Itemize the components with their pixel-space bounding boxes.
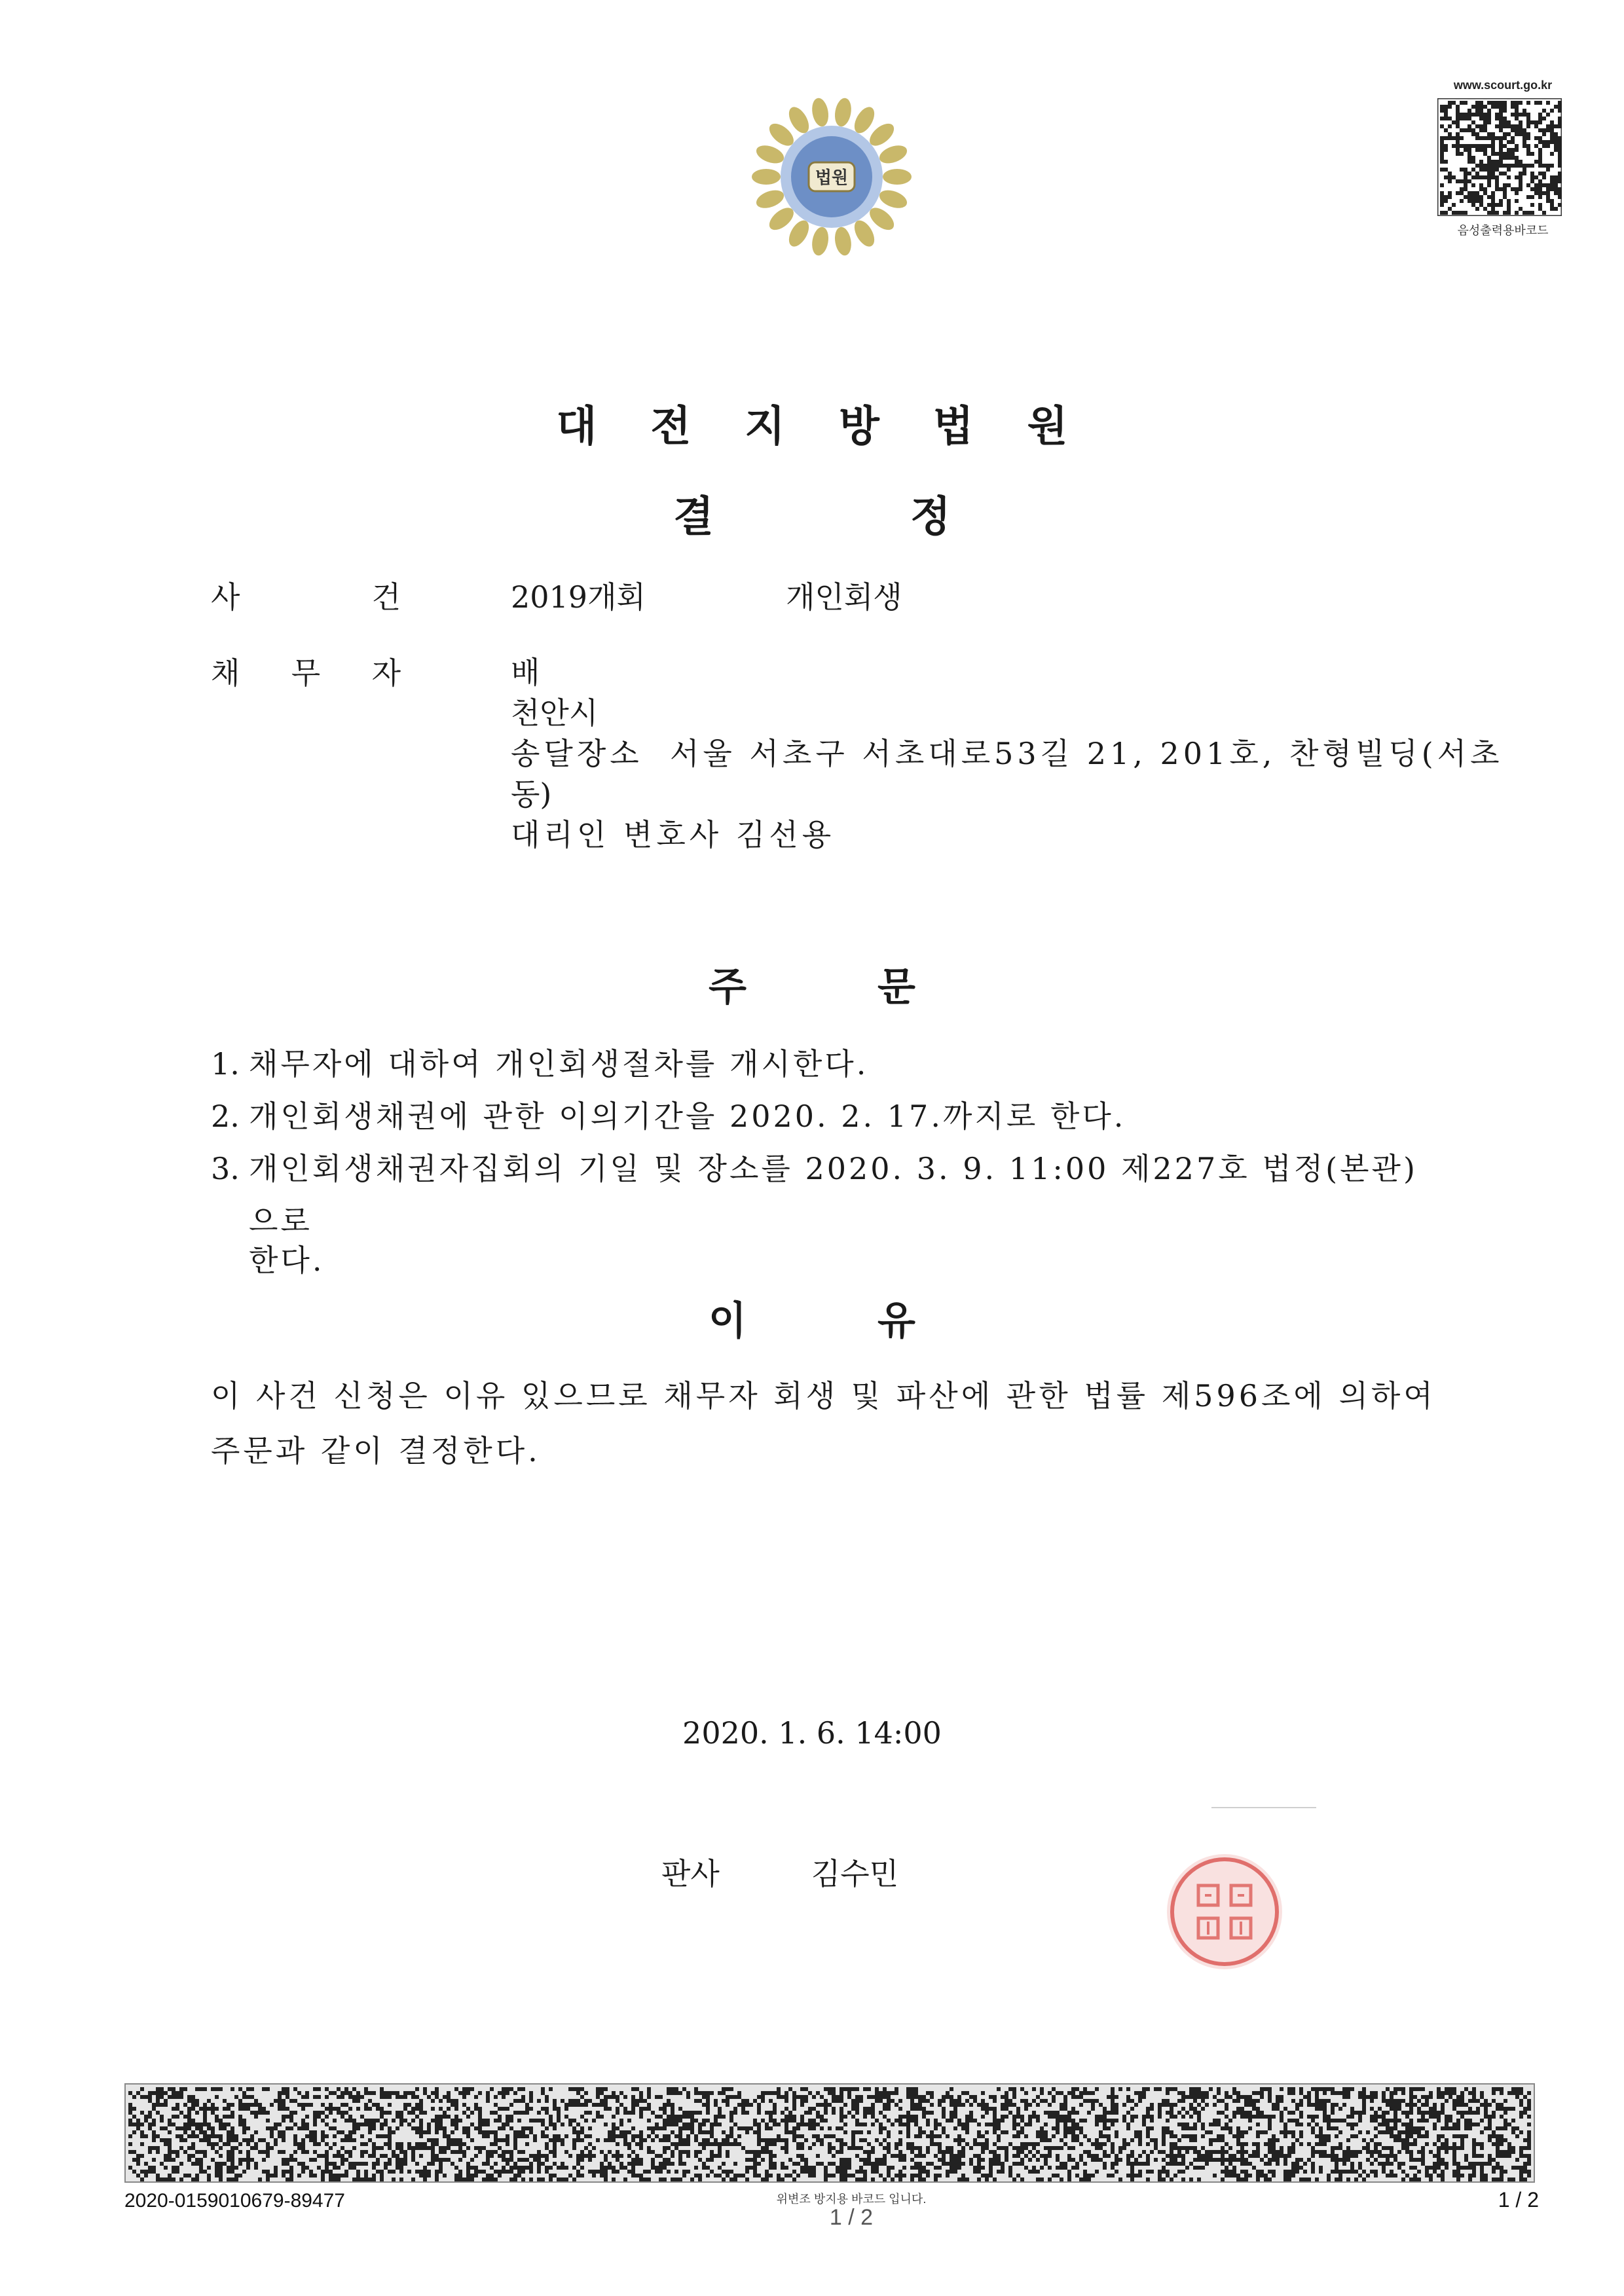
- decision-date: 2020. 1. 6. 14:00: [682, 1715, 942, 1751]
- emblem-petal: [810, 97, 830, 128]
- reason-line: 주문과 같이 결정한다.: [211, 1433, 541, 1468]
- order-item-continuation: 한다.: [249, 1243, 325, 1278]
- judge-signature-line: [661, 1853, 898, 1895]
- order-item-text: 채무자에 대하여 개인회생절차를 개시한다.: [249, 1046, 869, 1082]
- debtor-city: 천안시: [511, 695, 599, 731]
- order-item-text: 개인회생채권에 관한 이의기간을 2020. 2. 17.까지로 한다.: [249, 1099, 1126, 1134]
- emblem-petal: [877, 142, 910, 167]
- order-item: [211, 1142, 1442, 1247]
- order-item-text: 개인회생채권자집회의 기일 및 장소를 2020. 3. 9. 11:00 제227호 법정(본관)으로: [249, 1151, 1418, 1239]
- order-heading-char: 문: [877, 964, 915, 1010]
- case-type: 개인회생: [786, 579, 902, 615]
- anti-forgery-barcode: [124, 2083, 1535, 2183]
- debtor-label-char: 채: [211, 655, 240, 691]
- case-label-char: 건: [371, 579, 401, 615]
- page-number-right: 1 / 2: [1498, 2188, 1539, 2212]
- emblem-petal: [810, 226, 830, 257]
- document-title-char: 정: [910, 492, 951, 541]
- order-item-number: 1.: [211, 1046, 240, 1082]
- order-list: [211, 1038, 1442, 1280]
- order-heading: [0, 956, 1624, 1012]
- court-name: 대전지방법원: [556, 402, 1122, 451]
- order-item-number: 2.: [211, 1099, 240, 1134]
- signature-divider: [1211, 1807, 1316, 1808]
- svg-text:법원: 법원: [815, 168, 849, 188]
- document-id: 2020-0159010679-89477: [124, 2190, 345, 2212]
- voice-output-barcode: [1437, 98, 1562, 216]
- debtor-name: 배: [511, 655, 540, 690]
- page-number-center: 1 / 2: [829, 2205, 874, 2230]
- court-website-url: www.scourt.go.kr: [1453, 79, 1553, 92]
- document-title: [0, 483, 1624, 543]
- judge-seal-stamp: [1159, 1846, 1290, 1977]
- case-label: [211, 576, 401, 618]
- reason-heading-char: 이: [709, 1298, 747, 1344]
- barcode-note: 위변조 방지용 바코드 입니다.: [776, 2193, 927, 2206]
- order-item: [211, 1038, 1442, 1090]
- emblem-petal: [877, 187, 910, 211]
- service-address-line: 송달장소 서울 서초구 서초대로53길 21, 201호, 찬형빌딩(서초: [511, 736, 1504, 771]
- order-item: [211, 1090, 1442, 1142]
- emblem-petal: [833, 97, 853, 128]
- debtor-label-char: 자: [371, 655, 401, 691]
- emblem-petal: [752, 169, 781, 185]
- emblem-petal: [754, 142, 786, 167]
- debtor-label-char: 무: [291, 655, 321, 691]
- order-item-number: 3.: [211, 1151, 240, 1186]
- reason-heading-char: 유: [877, 1298, 915, 1344]
- judge-title: 판사: [661, 1856, 720, 1891]
- debtor-details: [511, 652, 1504, 855]
- emblem-petal: [833, 226, 853, 257]
- debtor-label: [211, 652, 401, 694]
- emblem-petal: [883, 169, 912, 185]
- emblem-petal: [754, 187, 786, 211]
- debtor-agent: 대리인 변호사 김선용: [511, 817, 836, 852]
- case-number: 2019개회: [511, 579, 646, 615]
- case-label-char: 사: [211, 579, 240, 615]
- document-title-char: 결: [673, 492, 714, 541]
- order-heading-char: 주: [709, 964, 747, 1010]
- service-address-line: 동): [511, 776, 552, 812]
- reason-line: 이 사건 신청은 이유 있으므로 채무자 회생 및 파산에 관한 법률 제596조에 의하여: [211, 1378, 1436, 1413]
- reason-paragraph: [211, 1368, 1442, 1478]
- court-emblem-logo: [747, 92, 917, 262]
- reason-heading: [0, 1290, 1624, 1346]
- judge-name: 김수민: [811, 1856, 899, 1891]
- barcode-caption: 음성출력용바코드: [1457, 224, 1549, 237]
